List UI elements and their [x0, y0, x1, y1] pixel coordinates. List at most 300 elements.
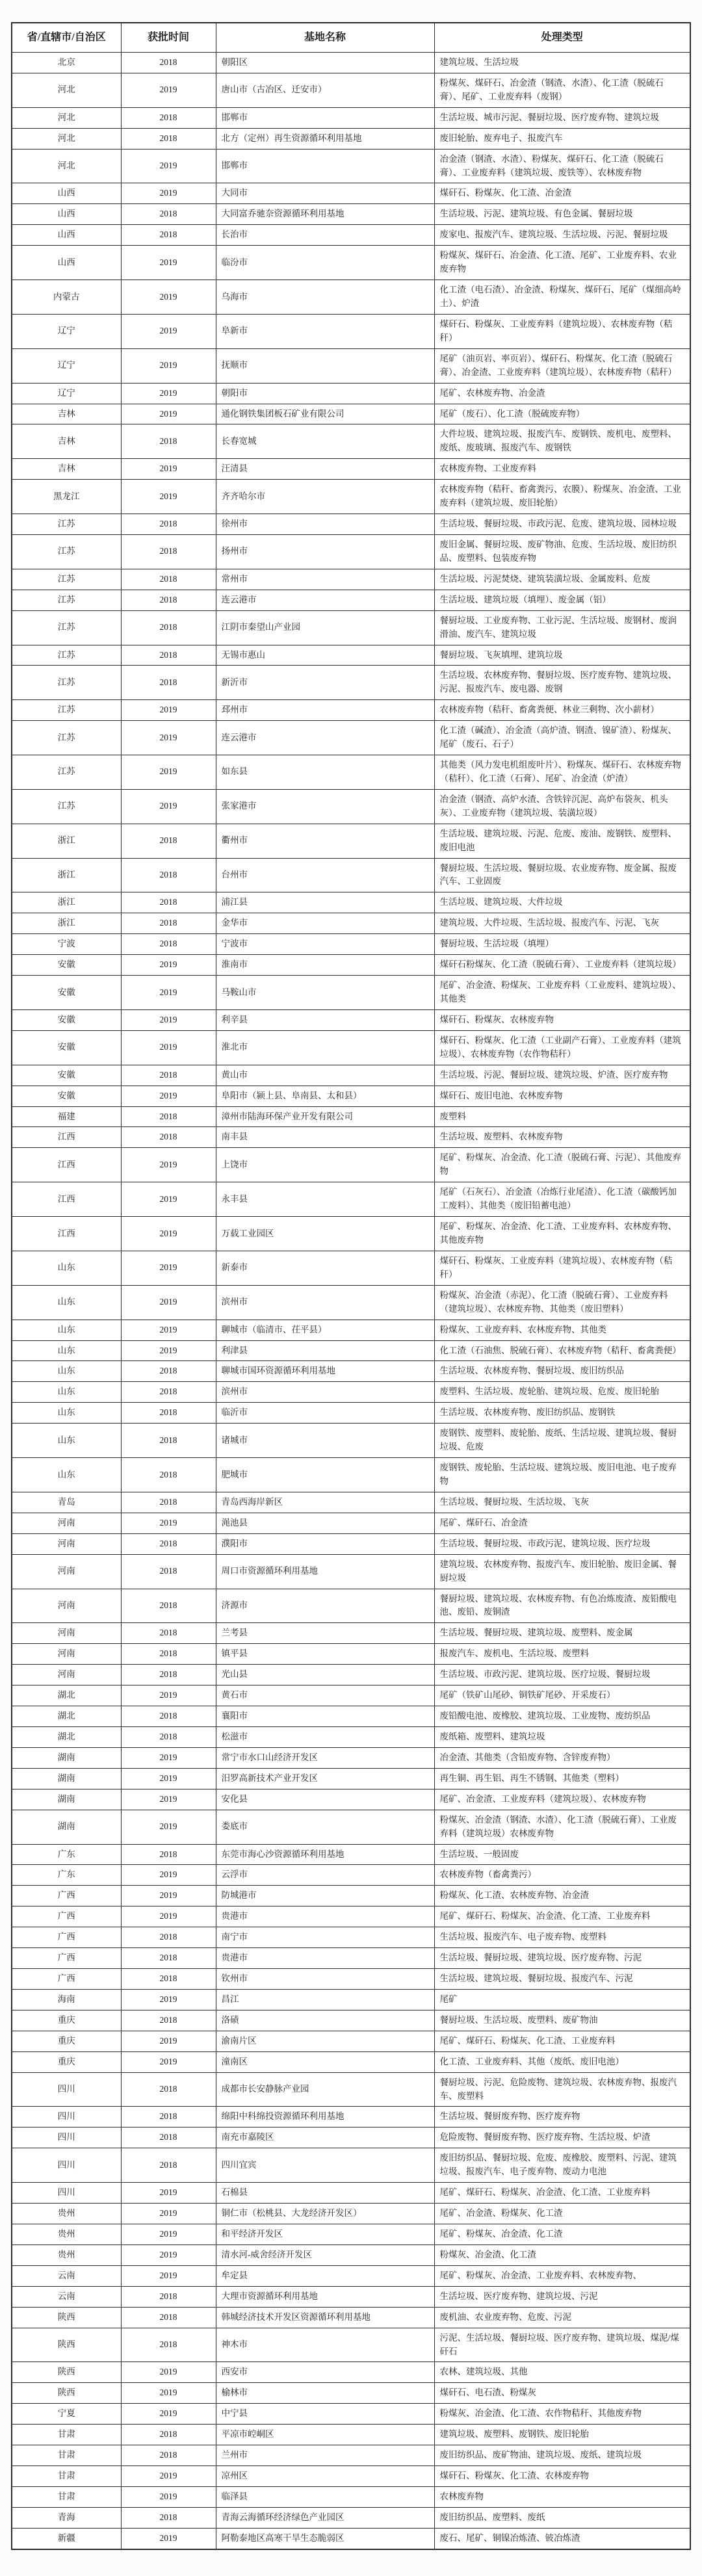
year-cell: 2018	[121, 569, 216, 590]
year-cell: 2018	[121, 1589, 216, 1623]
base-name-cell: 宁波市	[216, 934, 434, 955]
table-row	[12, 755, 690, 790]
types-cell: 煤矸石、粉煤灰、工业废弃料（建筑垃圾）、农林废弃物（秸秆）	[434, 314, 690, 348]
province-cell: 宁夏	[12, 2404, 121, 2425]
types-cell: 煤矸石、粉煤灰、化工渣、农林废弃物	[434, 2466, 690, 2487]
base-name-cell: 漳州市陆海环保产业开发有限公司	[216, 1106, 434, 1127]
types-cell: 废钢铁、废轮胎、生活垃圾、建筑垃圾、废旧电池、电子废弃物	[434, 1458, 690, 1492]
province-cell: 山东	[12, 1424, 121, 1458]
table-row	[12, 2487, 690, 2508]
province-cell: 江苏	[12, 514, 121, 535]
year-cell: 2019	[121, 955, 216, 976]
base-name-cell: 邯郸市	[216, 107, 434, 128]
province-cell: 山西	[12, 204, 121, 225]
base-name-cell: 青岛西海岸新区	[216, 1492, 434, 1513]
year-cell: 2018	[121, 2072, 216, 2107]
table-row	[12, 1403, 690, 1424]
types-cell: 生活垃圾、建筑垃圾、大件垃圾	[434, 892, 690, 913]
types-cell: 餐厨垃圾、生活垃圾、废塑料、废矿物油	[434, 2010, 690, 2031]
base-name-cell: 聊城市国环资源循环利用基地	[216, 1361, 434, 1382]
province-cell: 江西	[12, 1182, 121, 1217]
year-cell: 2019	[121, 2528, 216, 2549]
types-cell: 尾矿、煤矸石、粉煤灰、冶金渣、化工渣、工业废弃料	[434, 2183, 690, 2204]
year-cell: 2019	[121, 1906, 216, 1927]
base-name-cell: 长春宽城	[216, 424, 434, 459]
province-cell: 山东	[12, 1361, 121, 1382]
year-cell: 2019	[121, 2244, 216, 2265]
province-cell: 浙江	[12, 824, 121, 858]
types-cell: 废塑料	[434, 1106, 690, 1127]
table-row	[12, 1644, 690, 1665]
base-name-cell: 钦州市	[216, 1969, 434, 1990]
table-row	[12, 2051, 690, 2072]
base-name-cell: 邯郸市	[216, 149, 434, 183]
base-name-cell: 利津县	[216, 1340, 434, 1361]
table-body	[12, 53, 690, 2549]
table-row	[12, 1789, 690, 1810]
table-row	[12, 2425, 690, 2445]
province-cell: 内蒙古	[12, 280, 121, 315]
types-cell: 餐厨垃圾、污泥、危险废物、建筑垃圾、农林废弃物、报废汽车、废塑料	[434, 2072, 690, 2107]
table-row	[12, 1127, 690, 1148]
province-cell: 吉林	[12, 424, 121, 459]
base-name-cell: 徐州市	[216, 514, 434, 535]
base-name-cell: 临汾市	[216, 246, 434, 280]
province-cell: 江苏	[12, 569, 121, 590]
province-cell: 山东	[12, 1320, 121, 1340]
types-cell: 废旧纺织品、废塑料、废纸	[434, 2507, 690, 2528]
base-name-cell: 衢州市	[216, 824, 434, 858]
base-name-cell: 渝南片区	[216, 2031, 434, 2051]
types-cell: 餐厨垃圾、生活垃圾（填埋）	[434, 934, 690, 955]
year-cell: 2019	[121, 2183, 216, 2204]
province-cell: 河南	[12, 1513, 121, 1533]
table-row	[12, 1906, 690, 1927]
types-cell: 报废汽车、废机电、生活垃圾、废塑料	[434, 1644, 690, 1665]
base-name-cell: 临泽县	[216, 2487, 434, 2508]
year-cell: 2018	[121, 2107, 216, 2127]
province-cell: 四川	[12, 2183, 121, 2204]
table-row	[12, 955, 690, 976]
base-name-cell: 阜新市	[216, 314, 434, 348]
base-name-cell: 昌江	[216, 1989, 434, 2010]
table-row	[12, 1320, 690, 1340]
base-name-cell: 金华市	[216, 913, 434, 934]
year-cell: 2018	[121, 645, 216, 666]
year-cell: 2019	[121, 280, 216, 315]
year-cell: 2018	[121, 1127, 216, 1148]
table-row	[12, 1589, 690, 1623]
province-cell: 江苏	[12, 666, 121, 700]
base-name-cell: 上饶市	[216, 1148, 434, 1182]
table-row	[12, 2148, 690, 2183]
province-cell: 北京	[12, 53, 121, 73]
types-cell: 尾矿（废石）、化工渣（脱硫废弃物）	[434, 404, 690, 424]
base-name-cell: 滨州市	[216, 1382, 434, 1403]
year-cell: 2018	[121, 1458, 216, 1492]
year-cell: 2019	[121, 73, 216, 107]
table-row	[12, 2362, 690, 2383]
table-row	[12, 1086, 690, 1106]
table-row	[12, 1623, 690, 1644]
table-row	[12, 1865, 690, 1886]
province-cell: 河南	[12, 1623, 121, 1644]
types-cell: 生活垃圾、污泥、建筑垃圾、有色金属、餐厨垃圾	[434, 204, 690, 225]
province-cell: 江苏	[12, 645, 121, 666]
base-name-cell: 扬州市	[216, 534, 434, 569]
types-cell: 生活垃圾、建筑垃圾（填埋）、废金属（铝）	[434, 590, 690, 610]
province-cell: 陕西	[12, 2307, 121, 2328]
base-name-cell: 云浮市	[216, 1865, 434, 1886]
province-cell: 安徽	[12, 1030, 121, 1065]
year-cell: 2018	[121, 892, 216, 913]
table-row	[12, 2107, 690, 2127]
table-row	[12, 534, 690, 569]
province-cell: 甘肃	[12, 2466, 121, 2487]
table-row	[12, 1182, 690, 1217]
base-name-cell: 贵港市	[216, 1948, 434, 1969]
types-cell: 粉煤灰、冶金渣、化工渣	[434, 2244, 690, 2265]
province-cell: 陕西	[12, 2328, 121, 2362]
year-cell: 2018	[121, 1554, 216, 1589]
province-cell: 陕西	[12, 2383, 121, 2404]
base-name-cell: 淮南市	[216, 955, 434, 976]
types-cell: 废塑料、生活垃圾、废轮胎、建筑垃圾、危废、废旧轮胎	[434, 1382, 690, 1403]
table-row	[12, 1030, 690, 1065]
province-cell: 广西	[12, 1906, 121, 1927]
year-cell: 2019	[121, 1340, 216, 1361]
types-cell: 废旧金属、餐厨垃圾、废矿物油、危废、生活垃圾、废旧纺织品、废塑料、包装废弃物	[434, 534, 690, 569]
province-cell: 辽宁	[12, 383, 121, 404]
table-row	[12, 590, 690, 610]
year-cell: 2019	[121, 2362, 216, 2383]
year-cell: 2018	[121, 2286, 216, 2307]
types-cell: 废钢铁、废塑料、废轮胎、废纸、生活垃圾、建筑垃圾、餐厨垃圾、危废	[434, 1424, 690, 1458]
table-row	[12, 2010, 690, 2031]
base-name-cell: 肥城市	[216, 1458, 434, 1492]
table-row	[12, 2445, 690, 2466]
table-row	[12, 2224, 690, 2245]
base-name-cell: 平凉市崆峒区	[216, 2425, 434, 2445]
province-cell: 辽宁	[12, 348, 121, 383]
table-row	[12, 348, 690, 383]
types-cell: 废旧纺织品、餐厨垃圾、危废、废橡胶、废塑料、污泥、建筑垃圾、报废汽车、电子废弃物、废动力电池	[434, 2148, 690, 2183]
year-cell: 2018	[121, 1492, 216, 1513]
year-cell: 2018	[121, 2507, 216, 2528]
table-row	[12, 107, 690, 128]
year-cell: 2018	[121, 610, 216, 645]
table-row	[12, 480, 690, 514]
province-cell: 江西	[12, 1148, 121, 1182]
base-name-cell: 松滋市	[216, 1726, 434, 1747]
base-name-cell: 镇平县	[216, 1644, 434, 1665]
year-cell: 2018	[121, 913, 216, 934]
province-cell: 浙江	[12, 858, 121, 892]
year-cell: 2018	[121, 1644, 216, 1665]
table-row	[12, 2072, 690, 2107]
base-name-cell: 马鞍山市	[216, 976, 434, 1010]
base-name-cell: 韩城经济技术开发区资源循环利用基地	[216, 2307, 434, 2328]
types-cell: 尾矿（油页岩、率页岩）、煤矸石、粉煤灰、化工渣（脱硫石膏）、冶金渣、工业废弃料（建筑垃圾）、农林废弃物（秸秆）	[434, 348, 690, 383]
year-cell: 2019	[121, 383, 216, 404]
province-cell: 重庆	[12, 2010, 121, 2031]
table-row	[12, 569, 690, 590]
types-cell: 煤矸石、粉煤灰、农林废弃物	[434, 1009, 690, 1030]
base-name-cell: 长治市	[216, 225, 434, 246]
base-name-cell: 抚顺市	[216, 348, 434, 383]
table-row	[12, 183, 690, 204]
table-row	[12, 424, 690, 459]
province-cell: 江苏	[12, 610, 121, 645]
types-cell: 建筑垃圾、生活垃圾	[434, 53, 690, 73]
types-cell: 农林废弃物、工业废弃料	[434, 459, 690, 480]
province-cell: 安徽	[12, 1065, 121, 1086]
province-cell: 广东	[12, 1865, 121, 1886]
province-cell: 云南	[12, 2286, 121, 2307]
table-row	[12, 2286, 690, 2307]
province-cell: 山东	[12, 1251, 121, 1285]
province-cell: 湖南	[12, 1810, 121, 1844]
table-row	[12, 1361, 690, 1382]
table-row	[12, 645, 690, 666]
table-row	[12, 1844, 690, 1865]
table-row	[12, 1285, 690, 1320]
base-name-cell: 汨罗高新技术产业开发区	[216, 1768, 434, 1789]
types-cell: 煤矸石、粉煤灰、工业废弃料（建筑垃圾）、农林废弃物（秸秆）	[434, 1251, 690, 1285]
year-cell: 2019	[121, 2404, 216, 2425]
base-name-cell: 周口市资源循环利用基地	[216, 1554, 434, 1589]
year-cell: 2019	[121, 1320, 216, 1340]
base-name-cell: 和平经济开发区	[216, 2224, 434, 2245]
types-cell: 废旧轮胎、废弃电子、报废汽车	[434, 128, 690, 149]
year-cell: 2019	[121, 459, 216, 480]
table-row	[12, 2204, 690, 2224]
table-row	[12, 1989, 690, 2010]
base-name-cell: 渑池县	[216, 1513, 434, 1533]
province-cell: 河南	[12, 1589, 121, 1623]
base-name-cell: 台州市	[216, 858, 434, 892]
base-name-cell: 大理市资源循环利用基地	[216, 2286, 434, 2307]
province-cell: 山西	[12, 246, 121, 280]
types-cell: 煤矸石、废旧电池、农林废弃物	[434, 1086, 690, 1106]
types-cell: 尾矿、农林废弃物、冶金渣	[434, 383, 690, 404]
year-cell: 2019	[121, 1251, 216, 1285]
province-cell: 广西	[12, 1948, 121, 1969]
types-cell: 生活垃圾、污泥、餐厨垃圾、建筑垃圾、炉渣、医疗废弃物	[434, 1065, 690, 1086]
table-row	[12, 1533, 690, 1554]
province-cell: 湖北	[12, 1685, 121, 1706]
types-cell: 尾矿、冶金渣、粉煤灰、工业废弃料（工业废料、建筑垃圾）、其他类	[434, 976, 690, 1010]
year-cell: 2018	[121, 1106, 216, 1127]
province-cell: 宁波	[12, 934, 121, 955]
table-row	[12, 1726, 690, 1747]
year-cell: 2018	[121, 2328, 216, 2362]
base-name-cell: 常宁市水口山经济开发区	[216, 1747, 434, 1768]
year-cell: 2019	[121, 2487, 216, 2508]
province-cell: 江苏	[12, 755, 121, 790]
types-cell: 废铅酸电池、废橡胶、建筑垃圾、工业废物、废纺织品	[434, 1706, 690, 1727]
base-name-cell: 聊城市（临清市、茌平县）	[216, 1320, 434, 1340]
types-cell: 冶金渣（钢渣、水渣）、粉煤灰、煤矸石、化工渣（脱硫石膏）、工业废弃料（建筑垃圾、废铁等）、农林废弃物	[434, 149, 690, 183]
table-row	[12, 1948, 690, 1969]
header-base-name: 基地名称	[216, 23, 434, 53]
year-cell: 2018	[121, 590, 216, 610]
types-cell: 煤矸石、粉煤灰、化工渣、冶金渣	[434, 183, 690, 204]
province-cell: 贵州	[12, 2224, 121, 2245]
types-cell: 生活垃圾、餐厨垃圾、市政污泥、危废、建筑垃圾、园林垃圾	[434, 514, 690, 535]
year-cell: 2018	[121, 534, 216, 569]
types-cell: 化工渣、工业废弃料、其他（废纸、废旧电池）	[434, 2051, 690, 2072]
types-cell: 尾矿、粉煤灰、冶金渣、化工渣、工业废弃料、农林废弃物、其他废弃物	[434, 1217, 690, 1251]
year-cell: 2019	[121, 2265, 216, 2286]
types-cell: 生活垃圾、农林废弃物、废旧纺织品、废钢铁	[434, 1403, 690, 1424]
table-row	[12, 2383, 690, 2404]
year-cell: 2019	[121, 1009, 216, 1030]
base-name-cell: 襄阳市	[216, 1706, 434, 1727]
province-cell: 青岛	[12, 1492, 121, 1513]
year-cell: 2018	[121, 1844, 216, 1865]
province-cell: 河南	[12, 1533, 121, 1554]
year-cell: 2018	[121, 2010, 216, 2031]
table-row	[12, 280, 690, 315]
base-name-cell: 中宁县	[216, 2404, 434, 2425]
types-cell: 生活垃圾、餐厨垃圾、建筑垃圾、废塑料、废金属	[434, 1623, 690, 1644]
year-cell: 2019	[121, 404, 216, 424]
header-province: 省/直辖市/自治区	[12, 23, 121, 53]
types-cell: 尾矿、粉煤灰、冶金渣、化工渣	[434, 2224, 690, 2245]
types-cell: 粉煤灰、化工渣、农林废弃物、冶金渣	[434, 1886, 690, 1906]
types-cell: 农林、建筑垃圾、其他	[434, 2362, 690, 2383]
province-cell: 江苏	[12, 534, 121, 569]
table-row	[12, 1148, 690, 1182]
types-cell: 餐厨垃圾、建筑垃圾、农林废弃物、有色冶炼废渣、废铅酸电池、废铅、废铜渣	[434, 1589, 690, 1623]
table-row	[12, 2507, 690, 2528]
types-cell: 废旧纺织品、废矿物油、建筑垃圾、废纸、建筑垃圾	[434, 2445, 690, 2466]
types-cell: 煤矸石、电石渣、粉煤灰	[434, 2383, 690, 2404]
year-cell: 2018	[121, 858, 216, 892]
year-cell: 2019	[121, 183, 216, 204]
types-cell: 废家电、报废汽车、建筑垃圾、生活垃圾、污泥、餐厨垃圾	[434, 225, 690, 246]
province-cell: 甘肃	[12, 2487, 121, 2508]
year-cell: 2018	[121, 1665, 216, 1685]
base-name-cell: 洛碛	[216, 2010, 434, 2031]
base-name-cell: 永丰县	[216, 1182, 434, 1217]
types-cell: 建筑垃圾、农林废弃物、报废汽车、废旧轮胎、废旧金属、餐厨垃圾	[434, 1554, 690, 1589]
year-cell: 2019	[121, 1513, 216, 1533]
table-row	[12, 700, 690, 721]
base-name-cell: 四川宜宾	[216, 2148, 434, 2183]
province-cell: 安徽	[12, 955, 121, 976]
types-cell: 生活垃圾、废塑料、农林废弃物	[434, 1127, 690, 1148]
types-cell: 农林废弃物（秸秆、畜禽粪便、林业三剩物、次小薪材）	[434, 700, 690, 721]
base-name-cell: 大同富乔驰奈资源循环利用基地	[216, 204, 434, 225]
table-row	[12, 1554, 690, 1589]
table-row	[12, 383, 690, 404]
year-cell: 2019	[121, 1789, 216, 1810]
base-name-cell: 乌海市	[216, 280, 434, 315]
year-cell: 2019	[121, 1182, 216, 1217]
base-name-cell: 阿勒泰地区高寒干旱生态脆弱区	[216, 2528, 434, 2549]
types-cell: 尾矿、煤矸石、粉煤灰、冶金渣、化工渣、工业废弃料	[434, 1906, 690, 1927]
province-cell: 海南	[12, 1989, 121, 2010]
base-name-cell: 朝阳区	[216, 53, 434, 73]
types-cell: 生活垃圾、农林废弃物、餐厨垃圾、医疗废弃物、建筑垃圾、污泥、报废汽车、废电器、废钢	[434, 666, 690, 700]
table-row	[12, 2307, 690, 2328]
year-cell: 2018	[121, 225, 216, 246]
year-cell: 2018	[121, 1065, 216, 1086]
base-name-cell: 防城港市	[216, 1886, 434, 1906]
table-row	[12, 2265, 690, 2286]
year-cell: 2019	[121, 1030, 216, 1065]
table-row	[12, 1217, 690, 1251]
year-cell: 2019	[121, 314, 216, 348]
province-cell: 湖南	[12, 1789, 121, 1810]
province-cell: 辽宁	[12, 314, 121, 348]
year-cell: 2019	[121, 246, 216, 280]
province-cell: 河南	[12, 1665, 121, 1685]
province-cell: 江西	[12, 1127, 121, 1148]
province-cell: 吉林	[12, 404, 121, 424]
types-cell: 尾矿、煤矸石、粉煤灰、化工渣、工业废弃料	[434, 2031, 690, 2051]
year-cell: 2019	[121, 1148, 216, 1182]
base-name-cell: 南丰县	[216, 1127, 434, 1148]
types-cell: 废纸箱、废塑料、建筑垃圾	[434, 1726, 690, 1747]
base-name-cell: 浦江县	[216, 892, 434, 913]
province-cell: 山东	[12, 1403, 121, 1424]
types-cell: 生活垃圾、一般固废	[434, 1844, 690, 1865]
table-row	[12, 2127, 690, 2148]
year-cell: 2018	[121, 2445, 216, 2466]
types-cell: 餐厨垃圾、工业废弃物、工业污泥、生活垃圾、废钢材、废润滑油、废汽车、建筑垃圾	[434, 610, 690, 645]
base-name-cell: 成都市长安静脉产业园	[216, 2072, 434, 2107]
types-cell: 粉煤灰、冶金渣（赤泥）、化工渣（脱硫石膏）、工业废弃料（建筑垃圾）、农林废弃物、其他类（废旧塑料）	[434, 1285, 690, 1320]
base-name-cell: 朝阳市	[216, 383, 434, 404]
table-row	[12, 1424, 690, 1458]
base-name-cell: 娄底市	[216, 1810, 434, 1844]
types-cell: 尾矿（铁矿山尾砂、铜铁矿尾砂、开采废石）	[434, 1685, 690, 1706]
table-row	[12, 1706, 690, 1727]
base-name-cell: 阜阳市（颍上县、阜南县、太和县）	[216, 1086, 434, 1106]
types-cell: 冶金渣、其他类（含铅废弃物、含锌废弃物）	[434, 1747, 690, 1768]
types-cell: 危险废物、餐厨废弃物、医疗废弃物、生活垃圾、炉渣	[434, 2127, 690, 2148]
year-cell: 2019	[121, 348, 216, 383]
province-cell: 新疆	[12, 2528, 121, 2549]
year-cell: 2019	[121, 789, 216, 824]
year-cell: 2018	[121, 1533, 216, 1554]
year-cell: 2018	[121, 1623, 216, 1644]
base-name-cell: 新泰市	[216, 1251, 434, 1285]
year-cell: 2019	[121, 2031, 216, 2051]
province-cell: 山东	[12, 1458, 121, 1492]
table-row	[12, 225, 690, 246]
types-cell: 生活垃圾、餐厨垃圾、市政污泥、建筑垃圾、医疗垃圾	[434, 1533, 690, 1554]
province-cell: 河北	[12, 128, 121, 149]
province-cell: 山西	[12, 225, 121, 246]
table-row	[12, 53, 690, 73]
base-name-cell: 临沂市	[216, 1403, 434, 1424]
table-row	[12, 1886, 690, 1906]
types-cell: 农林废弃物	[434, 2487, 690, 2508]
province-cell: 山东	[12, 1285, 121, 1320]
types-cell: 再生铜、再生铝、再生不锈钢、其他类（塑料）	[434, 1768, 690, 1789]
types-cell: 生活垃圾、餐厨垃圾、建筑垃圾、医疗废弃物、污泥	[434, 1948, 690, 1969]
base-name-cell: 黄山市	[216, 1065, 434, 1086]
province-cell: 浙江	[12, 892, 121, 913]
table-row	[12, 858, 690, 892]
province-cell: 河北	[12, 107, 121, 128]
types-cell: 尾矿（石灰石）、冶金渣（冶炼行业尾渣）、化工渣（碳酸钙加工废料）、其他类（废旧铅蓄电池）	[434, 1182, 690, 1217]
table-row	[12, 1251, 690, 1285]
